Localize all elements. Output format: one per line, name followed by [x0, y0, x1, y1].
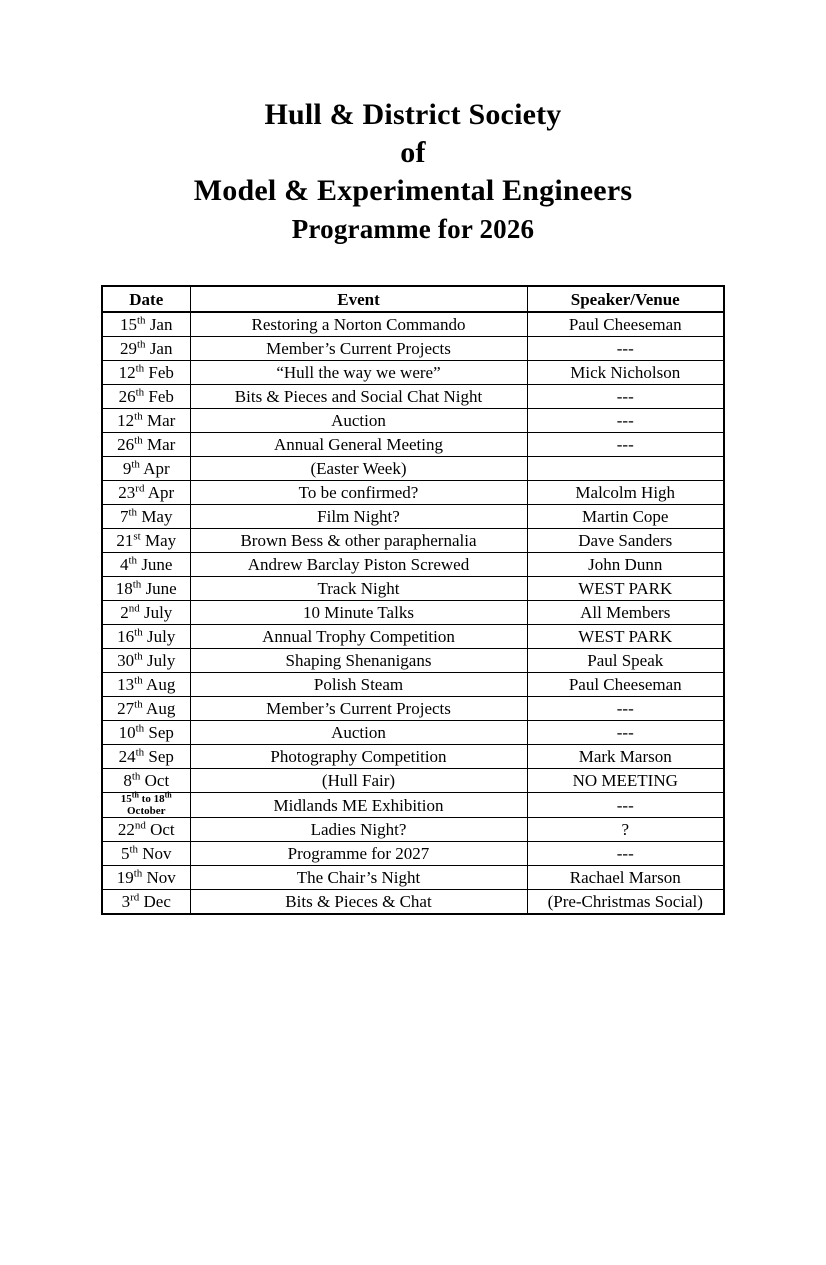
table-row [102, 793, 724, 818]
cell-event: 10 Minute Talks [190, 601, 527, 625]
programme-table [101, 285, 725, 915]
cell-event: Ladies Night? [190, 818, 527, 842]
table-row [102, 505, 724, 529]
table-row [102, 337, 724, 361]
cell-event: Annual General Meeting [190, 433, 527, 457]
cell-date: 24th Sep [102, 745, 190, 769]
cell-event: (Easter Week) [190, 457, 527, 481]
table-row [102, 625, 724, 649]
cell-speaker: (Pre-Christmas Social) [527, 890, 724, 915]
cell-speaker: Rachael Marson [527, 866, 724, 890]
cell-date: 12th Feb [102, 361, 190, 385]
document-title-block [0, 96, 826, 248]
cell-event: Member’s Current Projects [190, 337, 527, 361]
cell-speaker: All Members [527, 601, 724, 625]
title-line-2: of [400, 136, 426, 169]
column-header-date: Date [102, 286, 190, 312]
cell-date: 15th Jan [102, 312, 190, 337]
table-row [102, 818, 724, 842]
cell-event: Programme for 2027 [190, 842, 527, 866]
cell-date: 19th Nov [102, 866, 190, 890]
table-row [102, 577, 724, 601]
cell-event: Annual Trophy Competition [190, 625, 527, 649]
title-line-3: Model & Experimental Engineers [193, 174, 633, 207]
table-row [102, 866, 724, 890]
cell-speaker: Paul Speak [527, 649, 724, 673]
cell-speaker: WEST PARK [527, 577, 724, 601]
title-line-4: Programme for 2026 [291, 214, 535, 244]
cell-event: Bits & Pieces and Social Chat Night [190, 385, 527, 409]
table-row [102, 457, 724, 481]
table-row [102, 745, 724, 769]
cell-event: Bits & Pieces & Chat [190, 890, 527, 915]
cell-event: Film Night? [190, 505, 527, 529]
table-row [102, 433, 724, 457]
cell-date: 12th Mar [102, 409, 190, 433]
table-row [102, 842, 724, 866]
cell-date: 26th Feb [102, 385, 190, 409]
cell-event: Brown Bess & other paraphernalia [190, 529, 527, 553]
cell-date: 3rd Dec [102, 890, 190, 915]
cell-date: 15th to 18th October [102, 793, 190, 818]
table-row [102, 409, 724, 433]
cell-date: 27th Aug [102, 697, 190, 721]
table-header [102, 286, 724, 312]
table-header-row [102, 286, 724, 312]
cell-speaker: Paul Cheeseman [527, 312, 724, 337]
cell-date: 22nd Oct [102, 818, 190, 842]
cell-date: 4th June [102, 553, 190, 577]
cell-speaker [527, 457, 724, 481]
cell-date: 26th Mar [102, 433, 190, 457]
table-row [102, 721, 724, 745]
table-row [102, 673, 724, 697]
cell-event: Andrew Barclay Piston Screwed [190, 553, 527, 577]
cell-event: Polish Steam [190, 673, 527, 697]
column-header-speaker: Speaker/Venue [527, 286, 724, 312]
cell-speaker: Martin Cope [527, 505, 724, 529]
cell-event: Restoring a Norton Commando [190, 312, 527, 337]
cell-speaker: --- [527, 697, 724, 721]
table-row [102, 385, 724, 409]
cell-event: Midlands ME Exhibition [190, 793, 527, 818]
column-header-event: Event [190, 286, 527, 312]
cell-speaker: --- [527, 409, 724, 433]
document-page [0, 96, 826, 1265]
table-row [102, 481, 724, 505]
cell-date: 7th May [102, 505, 190, 529]
cell-event: Auction [190, 721, 527, 745]
cell-event: Member’s Current Projects [190, 697, 527, 721]
cell-date: 2nd July [102, 601, 190, 625]
table-row [102, 649, 724, 673]
cell-event: The Chair’s Night [190, 866, 527, 890]
table-row [102, 890, 724, 915]
cell-speaker: Paul Cheeseman [527, 673, 724, 697]
cell-date: 9th Apr [102, 457, 190, 481]
cell-date: 21st May [102, 529, 190, 553]
table-row [102, 312, 724, 337]
cell-event: Photography Competition [190, 745, 527, 769]
cell-speaker: Malcolm High [527, 481, 724, 505]
cell-speaker: --- [527, 842, 724, 866]
cell-speaker: --- [527, 385, 724, 409]
cell-date: 13th Aug [102, 673, 190, 697]
table-row [102, 529, 724, 553]
cell-date: 10th Sep [102, 721, 190, 745]
cell-event: “Hull the way we were” [190, 361, 527, 385]
cell-date: 23rd Apr [102, 481, 190, 505]
cell-event: Shaping Shenanigans [190, 649, 527, 673]
cell-date: 30th July [102, 649, 190, 673]
cell-event: To be confirmed? [190, 481, 527, 505]
cell-speaker: --- [527, 337, 724, 361]
cell-event: Track Night [190, 577, 527, 601]
cell-date: 16th July [102, 625, 190, 649]
table-body [102, 312, 724, 914]
cell-event: (Hull Fair) [190, 769, 527, 793]
cell-speaker: WEST PARK [527, 625, 724, 649]
cell-speaker: Mick Nicholson [527, 361, 724, 385]
cell-speaker: --- [527, 721, 724, 745]
cell-event: Auction [190, 409, 527, 433]
table-row [102, 553, 724, 577]
cell-speaker: NO MEETING [527, 769, 724, 793]
cell-date: 5th Nov [102, 842, 190, 866]
table-row [102, 361, 724, 385]
title-line-1: Hull & District Society [264, 98, 562, 131]
cell-speaker: Mark Marson [527, 745, 724, 769]
cell-speaker: --- [527, 433, 724, 457]
table-row [102, 697, 724, 721]
table-row [102, 601, 724, 625]
cell-date: 29th Jan [102, 337, 190, 361]
cell-speaker: --- [527, 793, 724, 818]
cell-speaker: John Dunn [527, 553, 724, 577]
table-row [102, 769, 724, 793]
cell-speaker: ? [527, 818, 724, 842]
cell-date: 8th Oct [102, 769, 190, 793]
cell-speaker: Dave Sanders [527, 529, 724, 553]
cell-date: 18th June [102, 577, 190, 601]
